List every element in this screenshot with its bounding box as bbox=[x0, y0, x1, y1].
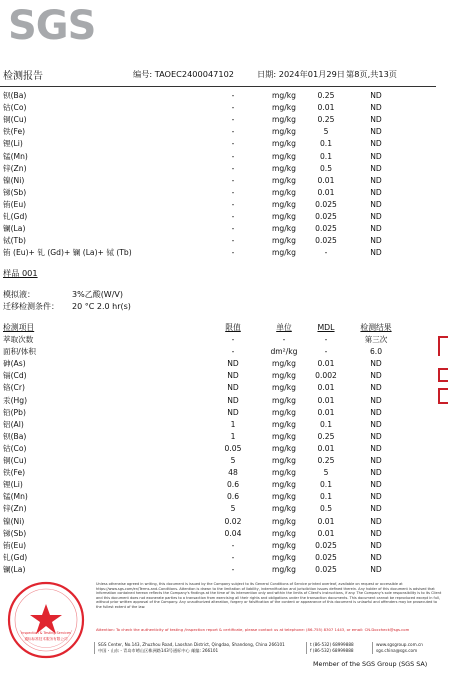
cell-limit: - bbox=[231, 151, 235, 161]
cell-mdl: 0.1 bbox=[319, 492, 333, 502]
table-row bbox=[0, 247, 450, 259]
table-row bbox=[0, 491, 450, 503]
table-row bbox=[0, 346, 450, 358]
cell-item: 铜(Cu) bbox=[3, 456, 27, 465]
authenticity-note: Attention: To check the authenticity of testing /inspection report & certificate, please contact us at telephone: (86-755) 8307 1443, or email: CN.Doccheck@sgs.com bbox=[96, 627, 410, 632]
cell-unit: mg/kg bbox=[272, 103, 296, 113]
cell-item: 钴(Co) bbox=[3, 443, 27, 453]
cell-result: ND bbox=[370, 540, 382, 550]
cell-item: 铕 (Eu)+ 钆 (Gd)+ 镧 (La)+ 铽 (Tb) bbox=[3, 248, 132, 258]
table-row bbox=[0, 419, 450, 431]
cell-mdl: 0.01 bbox=[317, 395, 335, 405]
report-number: 编号: TAOEC2400047102 bbox=[133, 69, 234, 79]
cell-result: ND bbox=[370, 407, 382, 417]
cell-item: 锑(Sb) bbox=[3, 528, 27, 538]
cell-result: ND bbox=[370, 115, 382, 125]
cell-mdl: - bbox=[324, 248, 328, 258]
header-divider bbox=[0, 86, 436, 87]
table-row bbox=[0, 223, 450, 235]
email: sgs.china@sgs.com bbox=[376, 648, 418, 653]
header-item: 检测项目 bbox=[3, 323, 35, 332]
cell-unit: mg/kg bbox=[272, 443, 296, 453]
cell-unit: mg/kg bbox=[272, 516, 296, 526]
cell-result: ND bbox=[370, 163, 382, 173]
simulant-value: 3%乙酸(W/V) bbox=[72, 290, 124, 299]
table-row bbox=[0, 516, 450, 528]
cell-unit: mg/kg bbox=[272, 236, 296, 246]
cell-unit: mg/kg bbox=[272, 407, 296, 417]
cell-limit: 0.6 bbox=[226, 480, 240, 490]
cell-mdl: 0.025 bbox=[315, 199, 337, 209]
table-row bbox=[0, 431, 450, 443]
cell-item: 面积/体积 bbox=[3, 347, 36, 357]
member-statement: Member of the SGS Group (SGS SA) bbox=[313, 660, 428, 668]
table-row bbox=[0, 199, 450, 211]
cell-limit: 1 bbox=[230, 419, 236, 429]
footer-divider bbox=[372, 642, 373, 654]
seal-subtitle: Inspection & Testing Services bbox=[21, 631, 71, 635]
phone-number: t (86-532) 68999888 bbox=[310, 642, 354, 647]
cell-limit: ND bbox=[227, 407, 239, 417]
seal-fragment-icon bbox=[438, 388, 448, 404]
cell-unit: mg/kg bbox=[272, 224, 296, 234]
cell-unit: mg/kg bbox=[272, 127, 296, 137]
cell-limit: - bbox=[231, 224, 235, 234]
cell-item: 锂(Li) bbox=[3, 139, 23, 149]
cell-mdl: 0.025 bbox=[315, 236, 337, 246]
cell-limit: 0.04 bbox=[224, 528, 242, 538]
disclaimer-text: Unless otherwise agreed in writing, this document is issued by the Company subject to its General Conditions of Service printed overleaf, available on request or accessible at https://www.sgs.com/en/Terms-and-Conditions. Attention is drawn to the limitation of liability, indemnification and jurisdiction issues defined therein. Any holder of this document is advised that information contained hereon reflects the Company's findings at the time of its intervention only and within the limits of Client's instructions, if any. The Company's sole responsibility is to its Client and this document does not exonerate parties to a transaction from exercising all their rights and obligations under the transaction documents. This document cannot be reproduced except in full, without prior written approval of the Company. Any unauthorized alteration, forgery or falsification of the content or appearance of this document is unlawful and offenders may be prosecuted to the fullest extent of the law. bbox=[96, 582, 442, 609]
cell-result: ND bbox=[370, 443, 382, 453]
cell-result: ND bbox=[370, 199, 382, 209]
table-row bbox=[0, 443, 450, 455]
cell-item: 镍(Ni) bbox=[3, 516, 25, 526]
cell-mdl: - bbox=[324, 347, 328, 357]
header-result: 检测结果 bbox=[360, 323, 392, 332]
cell-mdl: 0.01 bbox=[317, 359, 335, 369]
cell-result: ND bbox=[370, 456, 382, 465]
table-row bbox=[0, 102, 450, 114]
table-row bbox=[0, 151, 450, 163]
cell-result: 6.0 bbox=[369, 347, 383, 357]
cell-limit: - bbox=[231, 187, 235, 197]
seal-fragment-icon bbox=[438, 336, 448, 356]
cell-item: 锌(Zn) bbox=[3, 504, 27, 514]
cell-item: 铽(Tb) bbox=[3, 236, 26, 246]
table-row bbox=[0, 407, 450, 419]
header-unit: 单位 bbox=[276, 323, 292, 332]
cell-limit: - bbox=[231, 248, 235, 258]
cell-item: 锰(Mn) bbox=[3, 151, 28, 161]
cell-result: ND bbox=[370, 187, 382, 197]
cell-item: 钆(Gd) bbox=[3, 212, 28, 221]
cell-unit: mg/kg bbox=[272, 383, 296, 393]
condition-row bbox=[0, 301, 450, 313]
cell-unit: mg/kg bbox=[272, 552, 296, 562]
sgs-logo: SGS bbox=[8, 3, 96, 49]
cell-unit: mg/kg bbox=[272, 456, 296, 465]
cell-mdl: 0.025 bbox=[315, 540, 337, 550]
table-row bbox=[0, 503, 450, 515]
cell-result: ND bbox=[370, 151, 382, 161]
cell-item: 钡(Ba) bbox=[3, 91, 27, 100]
cell-item: 铬(Cr) bbox=[3, 383, 25, 393]
cell-mdl: 5 bbox=[323, 468, 329, 478]
cell-item: 镍(Ni) bbox=[3, 175, 25, 185]
cell-unit: mg/kg bbox=[272, 175, 296, 185]
cell-mdl: 0.01 bbox=[317, 187, 335, 197]
table-row bbox=[0, 455, 450, 467]
cell-item: 铅(Pb) bbox=[3, 407, 26, 417]
page-indicator: 第8页,共13页 bbox=[346, 69, 397, 79]
table-row bbox=[0, 235, 450, 247]
company-seal-icon bbox=[6, 580, 86, 660]
cell-item: 铁(Fe) bbox=[3, 468, 26, 478]
cell-limit: - bbox=[231, 335, 235, 344]
cell-result: ND bbox=[370, 224, 382, 234]
cell-unit: mg/kg bbox=[272, 395, 296, 405]
table-row bbox=[0, 528, 450, 540]
table-row bbox=[0, 163, 450, 175]
cell-unit: mg/kg bbox=[272, 528, 296, 538]
cell-item: 汞(Hg) bbox=[3, 395, 28, 405]
cell-mdl: 0.01 bbox=[317, 443, 335, 453]
cell-result: ND bbox=[370, 552, 382, 562]
fax-number: f (86-532) 68999888 bbox=[310, 648, 354, 653]
cell-limit: - bbox=[231, 139, 235, 149]
cell-item: 锂(Li) bbox=[3, 480, 23, 490]
table-row bbox=[0, 370, 450, 382]
cell-unit: mg/kg bbox=[272, 492, 296, 502]
table-row bbox=[0, 382, 450, 394]
table-header bbox=[0, 322, 450, 334]
cell-item: 萃取次数 bbox=[3, 335, 34, 344]
cell-unit: mg/kg bbox=[272, 564, 296, 574]
cell-limit: ND bbox=[227, 359, 239, 369]
cell-mdl: 0.1 bbox=[319, 419, 333, 429]
cell-result: ND bbox=[370, 212, 382, 221]
report-header bbox=[0, 66, 450, 84]
cell-result: ND bbox=[370, 383, 382, 393]
cell-item: 钆(Gd) bbox=[3, 552, 28, 562]
cell-mdl: 0.025 bbox=[315, 552, 337, 562]
cell-result: ND bbox=[370, 175, 382, 185]
table-row bbox=[0, 334, 450, 346]
cell-limit: - bbox=[231, 103, 235, 113]
cell-limit: - bbox=[231, 212, 235, 221]
cell-limit: - bbox=[231, 540, 235, 550]
cell-mdl: 0.01 bbox=[317, 103, 335, 113]
cell-limit: - bbox=[231, 199, 235, 209]
cell-mdl: 0.25 bbox=[317, 115, 335, 125]
table-row bbox=[0, 126, 450, 138]
cell-limit: 48 bbox=[228, 468, 238, 478]
cell-item: 铕(Eu) bbox=[3, 199, 27, 209]
cell-unit: mg/kg bbox=[272, 163, 296, 173]
cell-unit: mg/kg bbox=[272, 187, 296, 197]
cell-limit: 0.6 bbox=[226, 492, 240, 502]
cell-mdl: 5 bbox=[323, 127, 329, 137]
cell-result: ND bbox=[370, 504, 382, 514]
cell-unit: mg/kg bbox=[272, 371, 296, 381]
footer-divider bbox=[306, 642, 307, 654]
table-row bbox=[0, 187, 450, 199]
seal-name: 通标标准技术服务有限公司 bbox=[24, 637, 68, 641]
cell-limit: - bbox=[231, 564, 235, 574]
cell-limit: - bbox=[231, 552, 235, 562]
cell-limit: 0.05 bbox=[224, 443, 242, 453]
table-row bbox=[0, 467, 450, 479]
cell-limit: - bbox=[231, 175, 235, 185]
seal-fragment-icon bbox=[438, 368, 448, 382]
cell-limit: - bbox=[231, 91, 235, 100]
cell-item: 钴(Co) bbox=[3, 103, 27, 113]
cell-result: ND bbox=[370, 528, 382, 538]
cell-limit: - bbox=[231, 127, 235, 137]
cell-limit: 0.02 bbox=[224, 516, 242, 526]
table-row bbox=[0, 211, 450, 223]
cell-item: 铜(Cu) bbox=[3, 115, 27, 125]
cell-limit: 1 bbox=[230, 431, 236, 441]
cell-item: 锌(Zn) bbox=[3, 163, 27, 173]
table-row bbox=[0, 114, 450, 126]
cell-mdl: 0.25 bbox=[317, 91, 335, 100]
cell-item: 镧(La) bbox=[3, 224, 26, 234]
cell-unit: mg/kg bbox=[272, 115, 296, 125]
cell-result: ND bbox=[370, 419, 382, 429]
cell-mdl: 0.25 bbox=[317, 456, 335, 465]
table-row bbox=[0, 479, 450, 491]
cell-item: 铕(Eu) bbox=[3, 540, 27, 550]
footer-divider bbox=[94, 642, 95, 654]
header-mdl: MDL bbox=[317, 323, 335, 332]
table-row bbox=[0, 175, 450, 187]
cell-mdl: 0.01 bbox=[317, 175, 335, 185]
cell-result: ND bbox=[370, 359, 382, 369]
website: www.sgsgroup.com.cn bbox=[376, 642, 423, 647]
cell-limit: 5 bbox=[230, 456, 236, 465]
cell-unit: mg/kg bbox=[272, 419, 296, 429]
cell-mdl: 0.025 bbox=[315, 212, 337, 221]
cell-result: ND bbox=[370, 431, 382, 441]
cell-result: ND bbox=[370, 103, 382, 113]
cell-mdl: 0.01 bbox=[317, 383, 335, 393]
cell-result: ND bbox=[370, 516, 382, 526]
cell-unit: mg/kg bbox=[272, 151, 296, 161]
cell-unit: mg/kg bbox=[272, 480, 296, 490]
cell-mdl: 0.025 bbox=[315, 564, 337, 574]
table-row bbox=[0, 90, 450, 102]
cell-mdl: 0.1 bbox=[319, 151, 333, 161]
cell-mdl: 0.002 bbox=[315, 371, 337, 381]
condition-label: 迁移检测条件： bbox=[3, 302, 59, 311]
table-row bbox=[0, 138, 450, 150]
cell-mdl: 0.01 bbox=[317, 516, 335, 526]
cell-item: 锰(Mn) bbox=[3, 492, 28, 502]
cell-result: ND bbox=[370, 236, 382, 246]
cell-mdl: 0.01 bbox=[317, 407, 335, 417]
cell-mdl: 0.01 bbox=[317, 528, 335, 538]
cell-unit: mg/kg bbox=[272, 91, 296, 100]
cell-unit: mg/kg bbox=[272, 199, 296, 209]
cell-item: 砷(As) bbox=[3, 359, 26, 369]
cell-result: ND bbox=[370, 492, 382, 502]
cell-result: ND bbox=[370, 564, 382, 574]
cell-unit: mg/kg bbox=[272, 431, 296, 441]
cell-result: 第三次 bbox=[364, 335, 388, 344]
cell-item: 钡(Ba) bbox=[3, 431, 27, 441]
table-row bbox=[0, 552, 450, 564]
table-row bbox=[0, 564, 450, 576]
address-english: SGS Center, No.143, Zhuzhou Road, Laoshan District, Qingdao, Shandong, China 266101 bbox=[98, 642, 285, 647]
cell-mdl: 0.5 bbox=[319, 504, 333, 514]
cell-mdl: 0.1 bbox=[319, 480, 333, 490]
table-row bbox=[0, 540, 450, 552]
simulant-row bbox=[0, 289, 450, 301]
table-row bbox=[0, 358, 450, 370]
cell-unit: mg/kg bbox=[272, 139, 296, 149]
cell-result: ND bbox=[370, 127, 382, 137]
cell-limit: ND bbox=[227, 395, 239, 405]
cell-unit: dm²/kg bbox=[270, 347, 298, 357]
cell-unit: mg/kg bbox=[272, 359, 296, 369]
cell-unit: - bbox=[282, 335, 286, 344]
report-date: 日期: 2024年01月29日 bbox=[257, 69, 345, 79]
cell-mdl: 0.5 bbox=[319, 163, 333, 173]
cell-mdl: - bbox=[324, 335, 328, 344]
cell-unit: mg/kg bbox=[272, 540, 296, 550]
simulant-label: 模拟液： bbox=[3, 290, 35, 299]
address-chinese: 中国・山东・青岛市崂山区株洲路143号通标中心 邮编: 266101 bbox=[98, 648, 219, 653]
cell-result: ND bbox=[370, 139, 382, 149]
header-limit: 限值 bbox=[225, 323, 241, 332]
cell-limit: 5 bbox=[230, 504, 236, 514]
cell-limit: - bbox=[231, 236, 235, 246]
cell-mdl: 0.1 bbox=[319, 139, 333, 149]
sample-label: 样品 001 bbox=[3, 268, 38, 278]
cell-limit: - bbox=[231, 347, 235, 357]
cell-item: 镉(Cd) bbox=[3, 371, 27, 381]
condition-value: 20 °C 2.0 hr(s) bbox=[72, 302, 131, 311]
cell-result: ND bbox=[370, 480, 382, 490]
cell-result: ND bbox=[370, 371, 382, 381]
cell-result: ND bbox=[370, 468, 382, 478]
cell-mdl: 0.025 bbox=[315, 224, 337, 234]
table-row bbox=[0, 395, 450, 407]
cell-unit: mg/kg bbox=[272, 212, 296, 221]
cell-unit: mg/kg bbox=[272, 504, 296, 514]
cell-result: ND bbox=[370, 91, 382, 100]
cell-limit: ND bbox=[227, 371, 239, 381]
cell-result: ND bbox=[370, 248, 382, 258]
cell-item: 铝(Al) bbox=[3, 419, 24, 429]
report-title: 检测报告 bbox=[3, 71, 43, 82]
cell-unit: mg/kg bbox=[272, 468, 296, 478]
cell-result: ND bbox=[370, 395, 382, 405]
cell-item: 锑(Sb) bbox=[3, 187, 27, 197]
cell-unit: mg/kg bbox=[272, 248, 296, 258]
cell-item: 镧(La) bbox=[3, 564, 26, 574]
cell-limit: - bbox=[231, 115, 235, 125]
cell-item: 铁(Fe) bbox=[3, 127, 26, 137]
cell-mdl: 0.25 bbox=[317, 431, 335, 441]
cell-limit: - bbox=[231, 163, 235, 173]
cell-limit: ND bbox=[227, 383, 239, 393]
